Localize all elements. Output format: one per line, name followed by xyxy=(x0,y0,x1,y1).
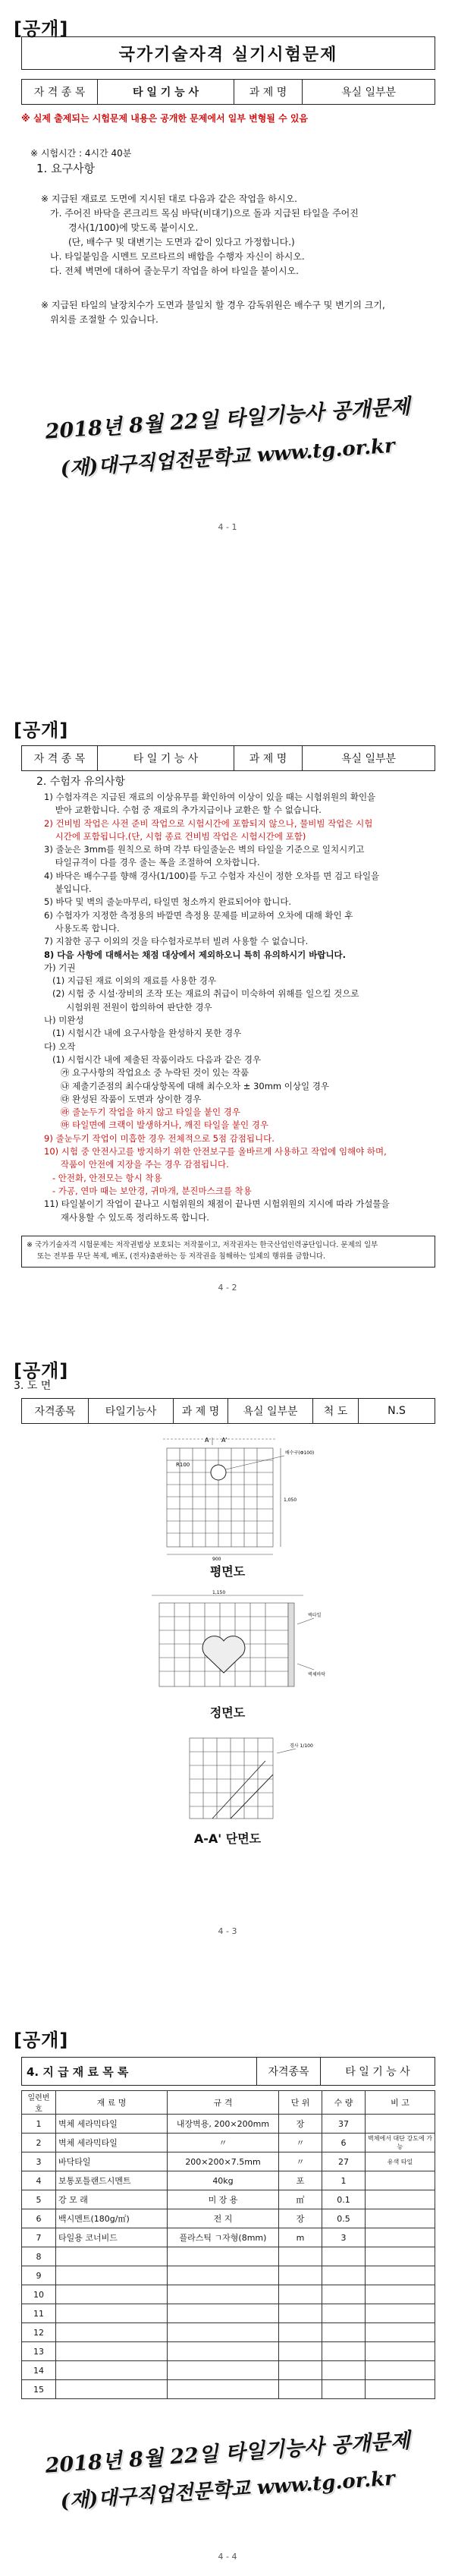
col-header: 단 위 xyxy=(279,2091,322,2115)
table-cell: 6 xyxy=(22,2209,56,2228)
table-cell: 9 xyxy=(22,2266,56,2285)
table-row xyxy=(22,2190,435,2209)
elevation-drawing xyxy=(129,1588,341,1702)
page-number: 4 - 3 xyxy=(218,1926,237,1936)
page-3 xyxy=(0,1290,455,1935)
table-cell: 보통포틀랜드시멘트 xyxy=(56,2171,168,2190)
table-row xyxy=(22,2209,435,2228)
req-line: 다. 전체 벽면에 대하여 줄눈무기 작업을 하여 타일을 붙이시오. xyxy=(50,266,299,276)
page-1 xyxy=(0,0,455,645)
dim-label: 900 xyxy=(212,1557,221,1562)
table-cell: 37 xyxy=(322,2115,366,2134)
table-cell: 포 xyxy=(279,2171,322,2190)
table-cell: 11 xyxy=(22,2304,56,2323)
precaution-line: 타일규격이 다를 경우 줄는 폭을 조절하여 오차합니다. xyxy=(44,857,260,868)
table-cell: 강 모 래 xyxy=(56,2190,168,2209)
precaution-line: 1) 수험자격은 지급된 재료의 이상유무를 확인하여 이상이 있을 때는 시험위원의 확인을 xyxy=(44,792,376,802)
hdr-cell: 타 일 기 능 사 xyxy=(98,746,234,770)
table-cell xyxy=(168,2380,279,2399)
precaution-line: 다) 오작 xyxy=(44,1041,76,1052)
section-title: A-A' 단면도 xyxy=(193,1831,262,1846)
precaution-line: 재사용할 수 있도록 정리하도록 합니다. xyxy=(44,1211,209,1223)
table-cell: 5 xyxy=(22,2190,56,2209)
table-cell xyxy=(366,2171,435,2190)
plan-view-drawing xyxy=(129,1433,341,1562)
table-cell xyxy=(56,2247,168,2266)
exam-title-box xyxy=(21,36,435,70)
req-line: 나. 타일붙임을 시멘트 모르타르의 배합을 수행자 자신이 하시오. xyxy=(50,251,305,262)
material-header xyxy=(21,2057,435,2086)
table-cell xyxy=(366,2285,435,2304)
table-row xyxy=(22,2380,435,2399)
table-cell: 장 xyxy=(279,2115,322,2134)
table-cell xyxy=(279,2285,322,2304)
table-cell xyxy=(366,2247,435,2266)
exam-header xyxy=(21,79,435,105)
precaution-line: ㉮ 요구사항의 작업요소 중 누락된 것이 있는 작품 xyxy=(44,1067,249,1079)
table-cell: 〃 xyxy=(168,2134,279,2152)
precaution-line: ㉲ 타일면에 크랙이 발생하거나, 깨진 타일을 붙인 경우 xyxy=(44,1120,268,1131)
precaution-line: ㉯ 제출기준점의 최수대상항목에 대해 최수오차 ± 30mm 이상일 경우 xyxy=(44,1080,329,1091)
slope-label: 경사 1/100 xyxy=(290,1743,313,1749)
table-cell: 8 xyxy=(22,2247,56,2266)
hdr-cell: 타일기능사 xyxy=(89,1399,174,1423)
page-number: 4 - 2 xyxy=(218,1283,237,1293)
table-cell xyxy=(366,2342,435,2361)
table-row xyxy=(22,2228,435,2247)
table-cell xyxy=(322,2361,366,2380)
table-cell xyxy=(56,2304,168,2323)
req-line: (단, 배수구 및 대변기는 도면과 같이 있다고 가정합니다.) xyxy=(68,237,295,247)
page-tag: [공개] xyxy=(14,18,69,39)
drain-label: 배수구(Φ100) xyxy=(285,1450,315,1456)
table-cell: 12 xyxy=(22,2323,56,2342)
section-mark-a: A xyxy=(205,1437,209,1444)
table-cell: 〃 xyxy=(279,2134,322,2152)
table-cell xyxy=(322,2266,366,2285)
precaution-line: 4) 바닥은 배수구를 향해 경사(1/100)를 두고 수험자 자신이 정한 오차를 면 검고 타일을 xyxy=(44,870,380,881)
precaution-line: 2) 건비빔 작업은 사전 준비 작업으로 시험시간에 포함되지 않으나, 물비빔 작업은 시험 xyxy=(44,817,373,829)
hdr-cell: 척 도 xyxy=(313,1399,359,1423)
precaution-line: 가) 기권 xyxy=(44,962,76,973)
precaution-line: 3) 줄눈은 3mm를 원칙으로 하며 각부 타일줄눈은 벽의 타일을 기준으로 일치시키고 xyxy=(44,844,365,855)
table-cell xyxy=(168,2247,279,2266)
table-cell: 4 xyxy=(22,2171,56,2190)
copyright-line: 또는 전부를 무단 복제, 배포, (전자)출판하는 등 저작권을 침해하는 일체의 행위를 금합니다. xyxy=(37,1252,326,1261)
hdr-cell: 욕실 일부분 xyxy=(228,1399,313,1423)
table-row xyxy=(22,2342,435,2361)
table-cell: 미 장 용 xyxy=(168,2190,279,2209)
table-cell: 벽체 세라믹타일 xyxy=(56,2134,168,2152)
table-row xyxy=(22,2171,435,2190)
table-cell xyxy=(366,2266,435,2285)
page-tag: [공개] xyxy=(14,720,69,741)
hdr-cell: 자 격 종 목 xyxy=(22,746,98,770)
hdr-cell: 타 일 기 능 사 xyxy=(98,80,234,104)
table-cell xyxy=(366,2323,435,2342)
precaution-line: 받아 교환합니다. 수험 중 재료의 추가지급이나 교환은 할 수 없습니다. xyxy=(44,805,322,816)
table-cell: 1 xyxy=(322,2171,366,2190)
table-cell xyxy=(322,2285,366,2304)
precaution-line: (1) 지급된 재료 이외의 재료를 사용한 경우 xyxy=(44,975,216,987)
table-cell xyxy=(322,2323,366,2342)
floor-label: 벽체바닥 xyxy=(308,1672,326,1677)
table-row xyxy=(22,2134,435,2152)
col-header: 일련번호 xyxy=(22,2091,56,2115)
hdr-cell: N.S xyxy=(388,1405,406,1417)
table-cell xyxy=(366,2380,435,2399)
table-cell: m xyxy=(279,2228,322,2247)
precaution-line: 작품이 안전에 지장을 주는 경우 감점됩니다. xyxy=(44,1159,229,1170)
table-cell xyxy=(168,2266,279,2285)
precaution-line: - 가공, 연마 때는 보안경, 귀마개, 분진마스크를 착용 xyxy=(44,1185,252,1196)
wall-tile-label: 벽타일 xyxy=(308,1613,322,1618)
table-cell: 3 xyxy=(22,2152,56,2171)
table-cell xyxy=(56,2266,168,2285)
table-cell: 2 xyxy=(22,2134,56,2152)
table-cell xyxy=(56,2380,168,2399)
watermark-school: (재)대구직업전문학교 www.tg.or.kr xyxy=(59,2467,396,2514)
table-cell xyxy=(366,2304,435,2323)
table-cell xyxy=(279,2247,322,2266)
section-heading: 3. 도 면 xyxy=(14,1380,52,1392)
hdr-cell: 타 일 기 능 사 xyxy=(345,2066,410,2078)
exam-time: ※ 시험시간 : 4시간 40분 xyxy=(30,148,132,159)
req-line: 경사(1/100)에 맞도록 붙이시오. xyxy=(68,222,199,233)
col-header: 비 고 xyxy=(366,2091,435,2115)
table-cell xyxy=(56,2285,168,2304)
table-cell: 13 xyxy=(22,2342,56,2361)
table-row xyxy=(22,2285,435,2304)
dim-label: 1,050 xyxy=(284,1497,297,1503)
precaution-line: 시간에 포함됩니다.(단, 시험 종료 건비빔 작업은 시험시간에 포함) xyxy=(44,830,306,842)
hdr-cell: 자격종목 xyxy=(257,2058,321,2085)
table-cell: 바닥타일 xyxy=(56,2152,168,2171)
table-cell xyxy=(366,2361,435,2380)
hdr-cell: 욕실 일부분 xyxy=(340,753,397,765)
table-cell xyxy=(279,2266,322,2285)
precaution-line: 사용도록 합니다. xyxy=(44,922,120,934)
hdr-cell: 자격종목 xyxy=(22,1399,89,1423)
col-header: 규 격 xyxy=(168,2091,279,2115)
table-cell xyxy=(366,2228,435,2247)
precaution-line: 5) 바닥 및 벽의 줄눈마무리, 타일면 청소까지 완료되어야 합니다. xyxy=(44,896,292,908)
table-row xyxy=(22,2266,435,2285)
table-cell: 유색 타일 xyxy=(366,2152,435,2171)
hdr-cell: 자 격 종 목 xyxy=(22,80,98,104)
table-cell: 1 xyxy=(22,2115,56,2134)
table-row xyxy=(22,2304,435,2323)
exam-header xyxy=(21,745,435,771)
section-heading: 1. 요구사항 xyxy=(36,162,96,175)
table-cell xyxy=(168,2285,279,2304)
hdr-cell: 과 제 명 xyxy=(234,80,303,104)
material-table xyxy=(21,2090,435,2399)
hdr-cell: 과 제 명 xyxy=(234,746,303,770)
table-row xyxy=(22,2115,435,2134)
table-cell: 0.5 xyxy=(322,2209,366,2228)
precaution-line: 붙입니다. xyxy=(44,883,92,895)
hdr-cell: 과 제 명 xyxy=(174,1399,228,1423)
table-cell xyxy=(322,2380,366,2399)
table-row xyxy=(22,2323,435,2342)
table-cell: 전 지 xyxy=(168,2209,279,2228)
table-cell xyxy=(279,2342,322,2361)
table-cell xyxy=(279,2361,322,2380)
precaution-line: 7) 지참한 공구 이외의 것을 타수험자로부터 빌려 사용할 수 없습니다. xyxy=(44,936,309,947)
watermark-date: 2018년 8월 22일 타일기능사 공개문제 xyxy=(44,395,411,444)
exam-title: 국가기술자격 실기시험문제 xyxy=(118,45,338,65)
req-line: 위치를 조절할 수 있습니다. xyxy=(50,314,158,325)
table-cell: 0.1 xyxy=(322,2190,366,2209)
page-2 xyxy=(0,645,455,1293)
drawing-header xyxy=(21,1398,435,1424)
table-cell: 3 xyxy=(322,2228,366,2247)
section-drawing xyxy=(129,1730,341,1829)
table-cell: 6 xyxy=(322,2134,366,2152)
table-cell xyxy=(168,2342,279,2361)
table-cell: 내장벽용, 200×200mm xyxy=(168,2115,279,2134)
page-number: 4 - 1 xyxy=(218,522,237,532)
table-cell: 벽체에서 대단 강도에 가능 xyxy=(366,2134,435,2152)
elevation-title: 정면도 xyxy=(209,1705,246,1720)
table-cell: 14 xyxy=(22,2361,56,2380)
table-header-row xyxy=(22,2091,435,2115)
table-cell xyxy=(279,2304,322,2323)
table-cell xyxy=(56,2323,168,2342)
material-table-body xyxy=(22,2115,435,2399)
table-cell xyxy=(56,2342,168,2361)
precaution-line: 나) 미완성 xyxy=(44,1015,84,1026)
table-cell xyxy=(366,2190,435,2209)
precaution-line: (2) 시험 중 시설·장비의 조작 또는 재료의 취급이 미숙하여 위해를 일으킬 것으로 xyxy=(44,988,359,1000)
table-cell: 백시멘트(180g/㎡) xyxy=(56,2209,168,2228)
col-header: 재 료 명 xyxy=(56,2091,168,2115)
section-heading: 2. 수험자 유의사항 xyxy=(36,776,125,788)
table-cell xyxy=(366,2209,435,2228)
precaution-line: 시험위원 전원이 합의하여 판단한 경우 xyxy=(44,1001,212,1012)
page-4 xyxy=(0,1935,455,2576)
table-cell: 200×200×7.5mm xyxy=(168,2152,279,2171)
precaution-line: 6) 수험자가 지정한 측정용의 바깥면 측정용 문제를 비교하여 오차에 대해 확인 후 xyxy=(44,909,353,921)
precaution-line: ㉱ 줄눈두기 작업을 하지 않고 타일을 붙인 경우 xyxy=(44,1107,240,1118)
precaution-line: 11) 타일붙이기 작업이 끝나고 시험위원의 채점이 끝나면 시험위원의 지시에 따라 가설물을 xyxy=(44,1198,390,1210)
page-number: 4 - 4 xyxy=(218,2552,237,2562)
radius-label: R100 xyxy=(176,1462,190,1468)
table-cell xyxy=(168,2361,279,2380)
table-cell xyxy=(168,2323,279,2342)
hdr-cell: 욕실 일부분 xyxy=(340,87,397,99)
precaution-line: (1) 시험시간 내에 제출된 작품이라도 다음과 같은 경우 xyxy=(44,1053,262,1065)
table-row xyxy=(22,2361,435,2380)
copyright-line: ※ 국가기술자격 시험문제는 저작권법상 보호되는 저작물이고, 저작권자는 한국산업인력공단입니다. 문제의 일부 xyxy=(27,1241,378,1249)
table-cell: 40kg xyxy=(168,2171,279,2190)
req-line: 가. 주어진 바닥을 콘크리트 목심 바닥(비대기)으로 돌과 지급된 타일을 주어진 xyxy=(50,208,359,219)
copyright-box xyxy=(21,1236,435,1268)
table-cell xyxy=(322,2247,366,2266)
table-cell xyxy=(322,2304,366,2323)
plan-view-title: 평면도 xyxy=(209,1564,246,1579)
page-tag: [공개] xyxy=(14,1360,69,1381)
table-cell xyxy=(366,2115,435,2134)
precaution-line: 9) 줄눈두기 작업이 미흡한 경우 전체적으로 5점 감점됩니다. xyxy=(44,1132,275,1144)
req-line: ※ 지급된 재료로 도면에 지시된 대로 다음과 같은 작업을 하시오. xyxy=(41,194,298,204)
table-cell: 〃 xyxy=(279,2152,322,2171)
table-row xyxy=(22,2152,435,2171)
table-cell: 15 xyxy=(22,2380,56,2399)
dim-label: 1,150 xyxy=(212,1590,226,1595)
table-cell xyxy=(322,2342,366,2361)
table-cell xyxy=(168,2304,279,2323)
table-cell: 7 xyxy=(22,2228,56,2247)
page-tag: [공개] xyxy=(14,2030,69,2051)
table-cell: 타일용 코너비드 xyxy=(56,2228,168,2247)
table-cell: 10 xyxy=(22,2285,56,2304)
warning-text: ※ 실제 출제되는 시험문제 내용은 공개한 문제에서 일부 변형될 수 있음 xyxy=(21,113,309,124)
precaution-line: 8) 다음 사항에 대해서는 채점 대상에서 제외하오니 특히 유의하시기 바랍니다. xyxy=(44,949,347,960)
table-row xyxy=(22,2247,435,2266)
precaution-line: 10) 시험 중 안전사고를 방지하기 위한 안전보구를 올바르게 사용하고 작업에 임해야 하며, xyxy=(44,1146,387,1157)
col-header: 수 량 xyxy=(322,2091,366,2115)
material-title: 4. 지 급 재 료 목 록 xyxy=(22,2058,257,2085)
table-cell xyxy=(279,2380,322,2399)
precaution-line: ㉰ 완성된 작품이 도면과 상이한 경우 xyxy=(44,1093,202,1104)
table-cell: ㎥ xyxy=(279,2190,322,2209)
table-cell xyxy=(56,2361,168,2380)
precaution-line: - 안전화, 안전모는 항시 착용 xyxy=(44,1172,162,1183)
watermark-school: (재)대구직업전문학교 www.tg.or.kr xyxy=(59,434,396,481)
table-cell: 27 xyxy=(322,2152,366,2171)
table-cell: 벽체 세라믹타일 xyxy=(56,2115,168,2134)
section-mark-a2: A' xyxy=(221,1437,228,1444)
watermark-date: 2018년 8월 22일 타일기능사 공개문제 xyxy=(44,2429,411,2478)
precautions-list xyxy=(44,791,446,1224)
table-cell xyxy=(279,2323,322,2342)
table-cell: 플라스틱 ㄱ자형(8mm) xyxy=(168,2228,279,2247)
precaution-line: (1) 시험시간 내에 요구사항을 완성하지 못한 경우 xyxy=(44,1028,242,1039)
table-cell: 장 xyxy=(279,2209,322,2228)
req-line: ※ 지급된 타일의 날장치수가 도면과 불일치 할 경우 감독위원은 배수구 및 변기의 크기, xyxy=(41,300,385,310)
